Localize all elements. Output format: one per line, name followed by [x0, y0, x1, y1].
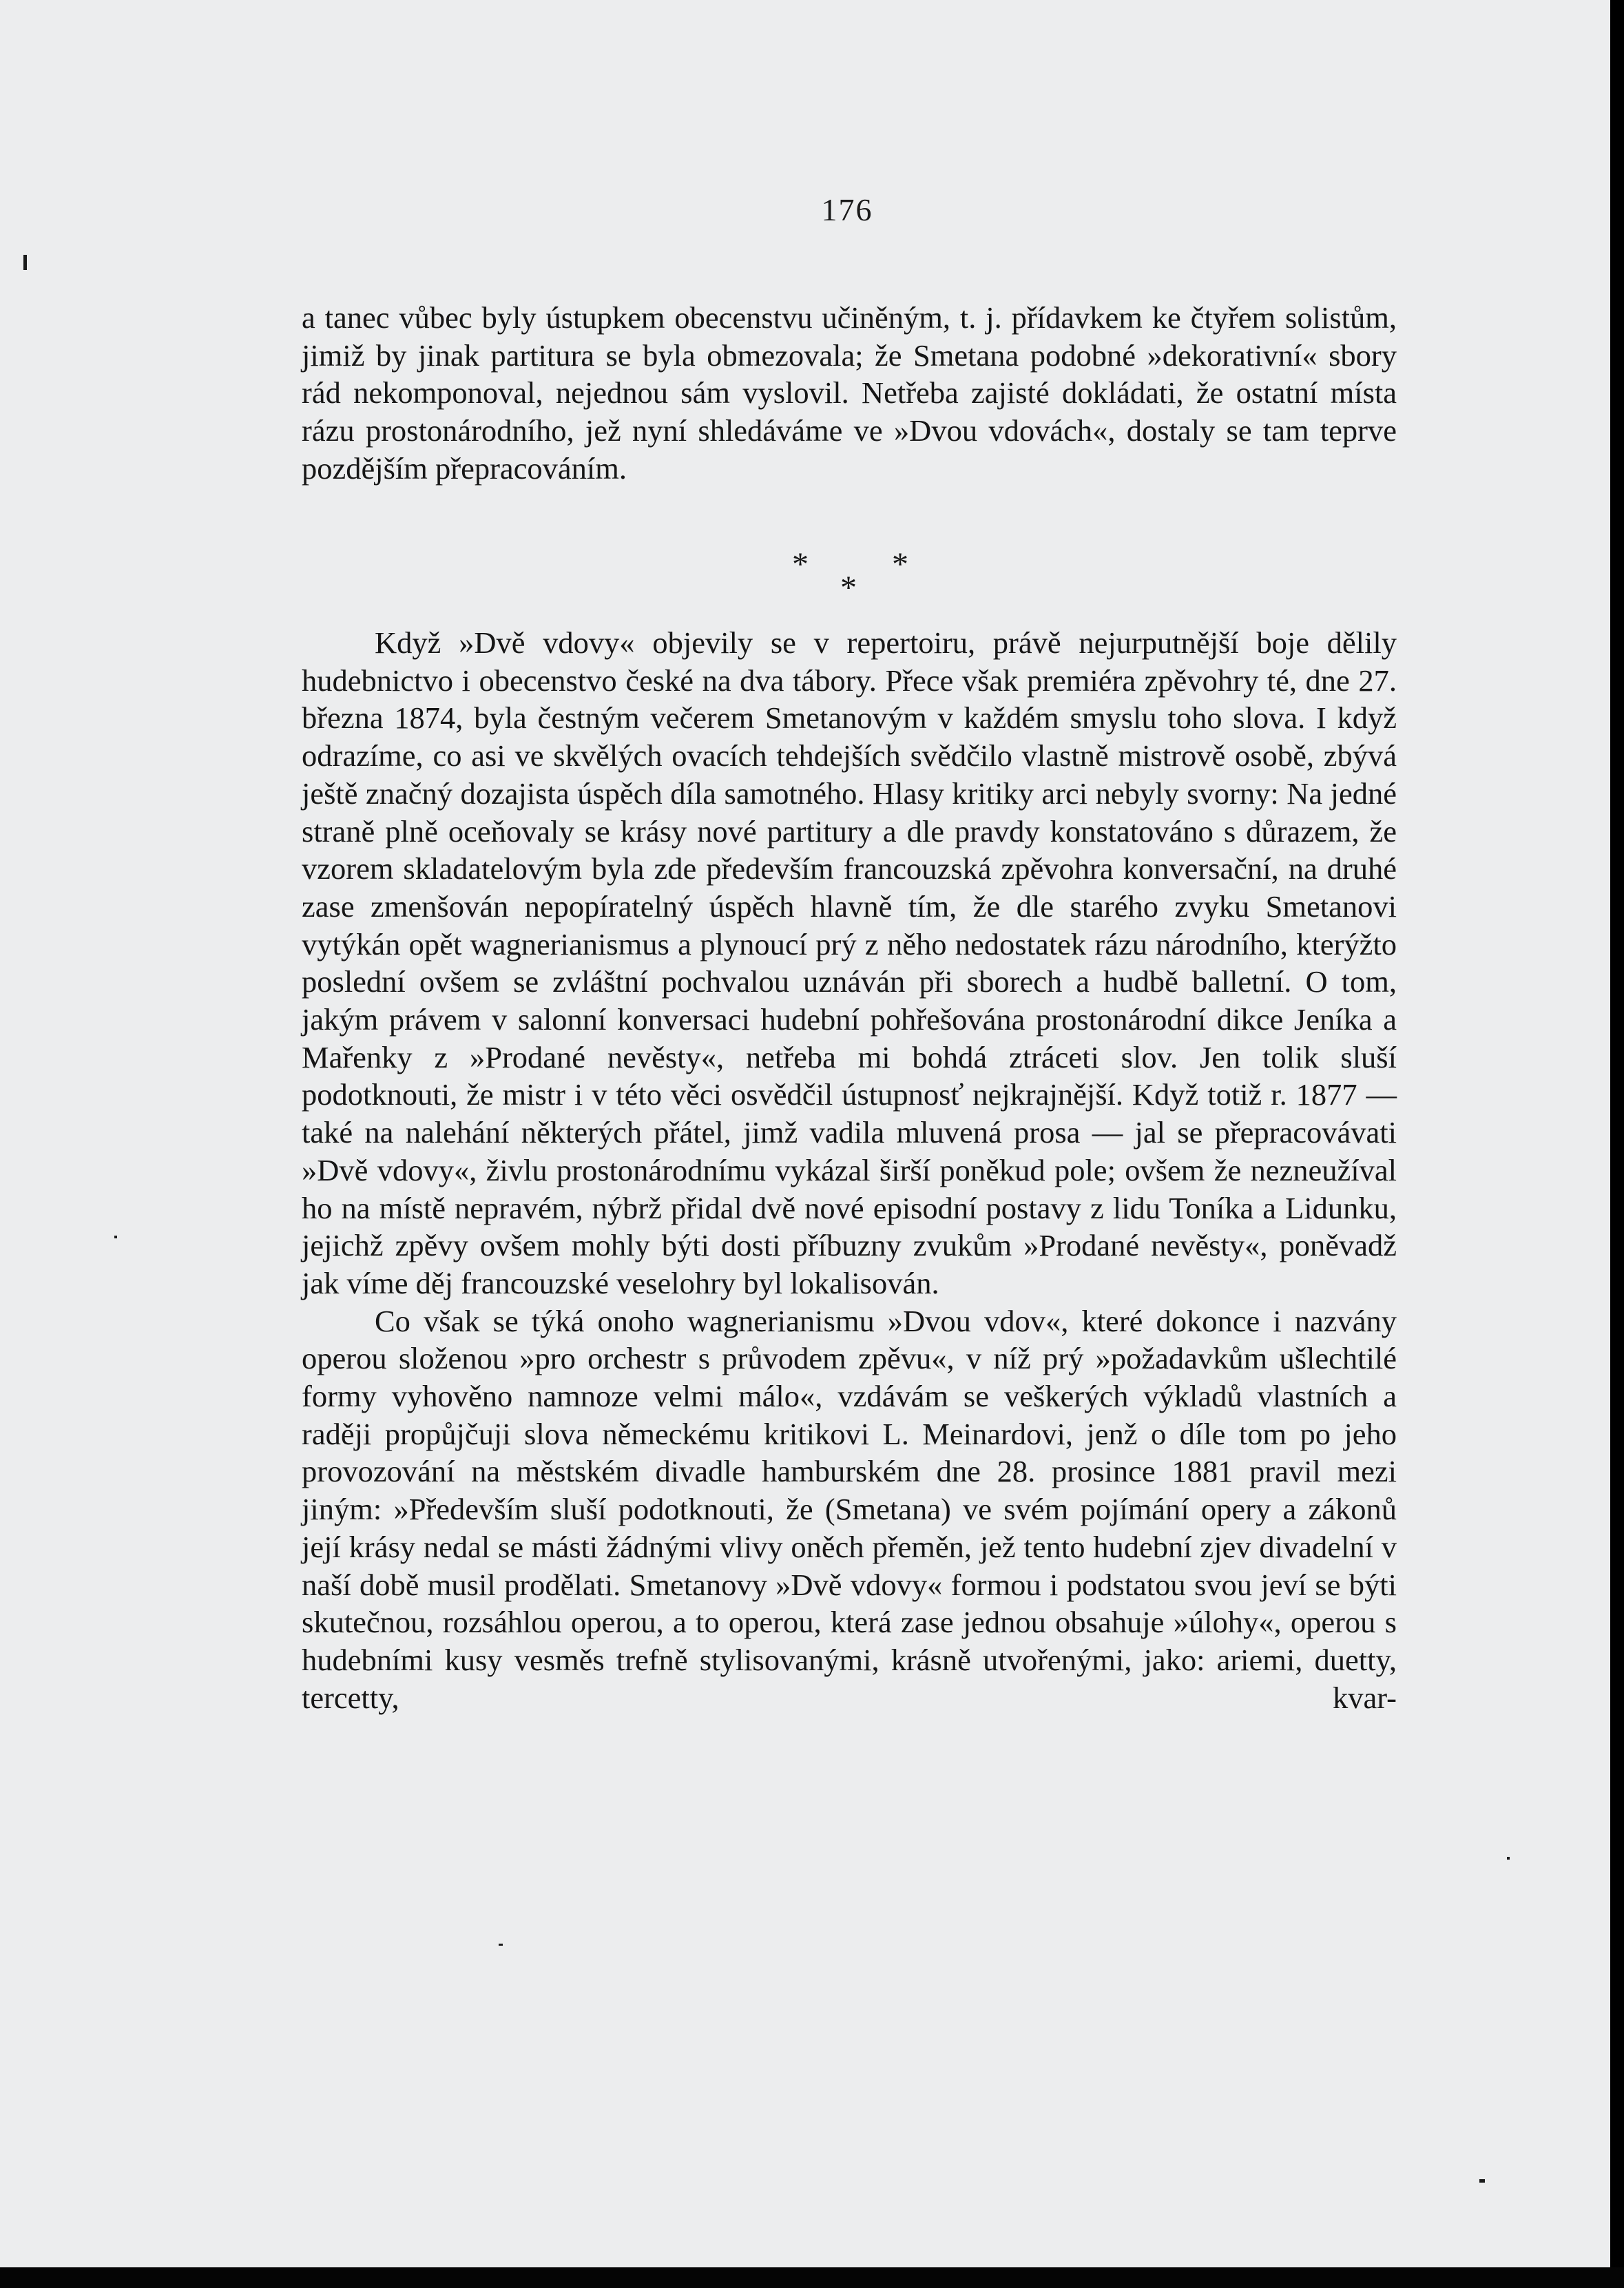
scan-mark-left-middle: [114, 1236, 117, 1238]
asterisk-bottom: *: [840, 570, 857, 606]
scan-border-right: [1610, 0, 1624, 2288]
page-number: 176: [821, 192, 873, 227]
text-block-main: [302, 624, 1397, 1716]
scan-mark-under-text: [499, 1944, 503, 1946]
scan-mark-right-bottom: [1479, 2179, 1485, 2183]
paragraph-2: Když »Dvě vdovy« objevily se v repertoiru, právě nejurputnější boje dělily hudebnictvo i obecenstvo české na dva tábory. Přece však premiéra zpěvohry té, dne 27. března 1874, byla čestným večerem Smetanovým v každém smyslu toho slova. I když odrazíme, co asi ve skvělých ovacích tehdejších svědčilo vlastně mistrově osobě, zbývá ještě značný dozajista úspěch díla samotného. Hlasy kritiky arci nebyly svorny: Na jedné straně plně oceňovaly se krásy nové partitury a dle pravdy konstatováno s důrazem, že vzorem skladatelovým byla zde především francouzská zpěvohra konversační, na druhé zase zmenšován nepopíratelný úspěch hlavně tím, že dle starého zvyku Smetanovi vytýkán opět wagnerianismus a plynoucí prý z něho nedostatek rázu národního, kterýžto poslední ovšem se zvláštní pochvalou uznáván při sborech a hudbě balletní. O tom, jakým právem v salonní konversaci hudební pohřešována prostonárodní dikce Jeníka a Mařenky z »Prodané nevěsty«, netřeba mi bohdá ztráceti slov. Jen tolik sluší podotknouti, že mistr i v této věci osvědčil ústupnosť nejkrajnější. Když totiž r. 1877 — také na nalehání některých přátel, jimž vadila mluvená prosa — jal se přepracovávati »Dvě vdovy«, živlu prostonárodnímu vykázal širší poněkud pole; ovšem že nezneužíval ho na místě nepravém, nýbrž přidal dvě nové episodní postavy z lidu Toníka a Lidunku, jejichž zpěvy ovšem mohly býti dosti příbuzny zvukům »Prodané nevěsty«, poněvadž jak víme děj francouzské veselohry byl lokalisován.: [302, 625, 1397, 1300]
section-divider-asterism: [764, 546, 930, 606]
scan-mark-right-middle: [1507, 1857, 1510, 1860]
scan-mark-left-top: [23, 255, 27, 270]
asterisk-right: *: [892, 546, 908, 583]
paragraph-1: a tanec vůbec byly ústupkem obecenstvu učiněným, t. j. přídavkem ke čtyřem solistům, jimiž by jinak partitura se byla obmezovala; že Smetana podobné »dekorativní« sbory rád nekomponoval, nejednou sám vyslovil. Netřeba zajisté dokládati, že ostatní místa rázu prostonárodního, jež nyní shledáváme ve »Dvou vdovách«, dostaly se tam teprve pozdějším přepracováním.: [302, 300, 1397, 486]
paragraph-3: Co však se týká onoho wagnerianismu »Dvou vdov«, které dokonce i nazvány operou složenou »pro orchestr s průvodem zpěvu«, v níž prý »požadavkům ušlechtilé formy vyhověno namnoze velmi málo«, vzdávám se veškerých výkladů vlastních a raději propůjčuji slova německému kritikovi L. Meinardovi, jenž o díle tom po jeho provozování na městském divadle hamburském dne 28. prosince 1881 pravil mezi jiným: »Především sluší podotknouti, že (Smetana) ve svém pojímání opery a zákonů její krásy nedal se másti žádnými vlivy oněch přeměn, jež tento hudební zjev divadelní v naší době musil prodělati. Smetanovy »Dvě vdovy« formou i podstatou svou jeví se býti skutečnou, rozsáhlou operou, a to operou, která zase jednou obsahuje »úlohy«, operou s hudebními kusy vesměs trefně stylisovanými, krásně utvořenými, jako: ariemi, duetty, tercetty, kvar-: [302, 1303, 1397, 1715]
scan-border-bottom: [0, 2267, 1624, 2288]
text-block-top: [302, 299, 1397, 488]
asterisk-left: *: [792, 546, 809, 583]
